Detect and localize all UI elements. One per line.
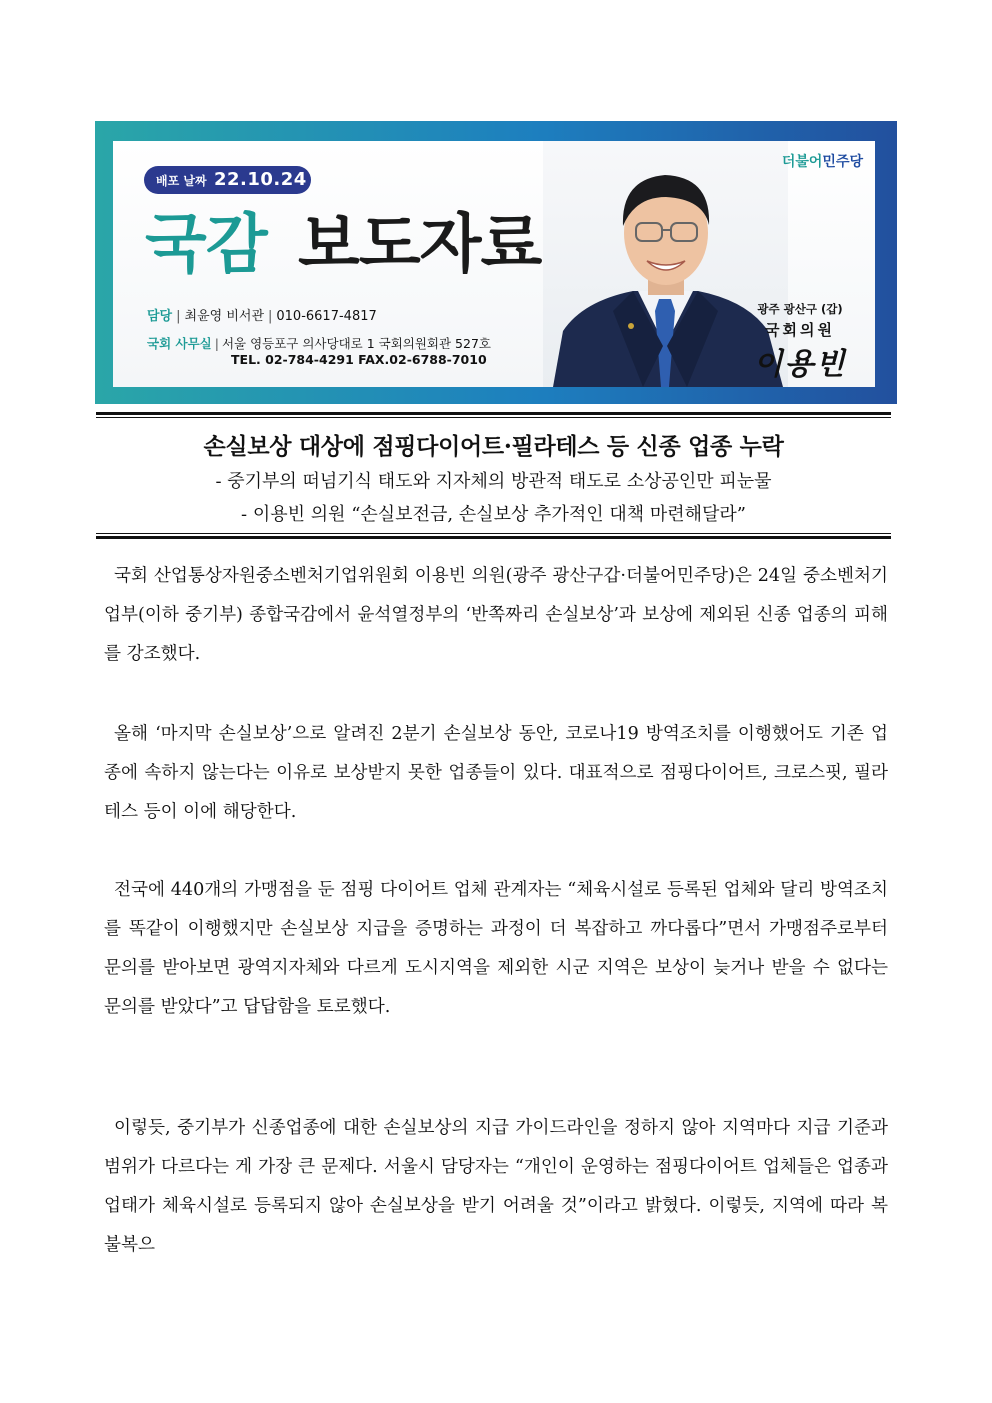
divider: | — [214, 336, 219, 351]
divider: | — [176, 309, 181, 324]
divider — [96, 417, 891, 418]
banner-title-press-release: 보도자료 — [298, 208, 542, 282]
office-address: 서울 영등포구 의사당대로 1 국회의원회관 527호 — [221, 336, 491, 351]
headline: 손실보상 대상에 점핑다이어트·필라테스 등 신종 업종 누락 — [203, 433, 784, 460]
body-paragraph-2: 올해 ‘마지막 손실보상’으로 알려진 2분기 손실보상 동안, 코로나19 방역조치를 이행했어도 기존 업종에 속하지 않는다는 이유로 보상받지 못한 업종들이 있다. 대표적으로 점핑다이어트, 크로스핏, 필라테스 등이 이에 해당한다. — [104, 724, 888, 822]
body-paragraph-3: 전국에 440개의 가맹점을 둔 점핑 다이어트 업체 관계자는 “체육시설로 등록된 업체와 달리 방역조치를 똑같이 이행했지만 손실보상 지급을 증명하는 과정이 더 복잡하고 까다롭다”면서 가맹점주로부터 문의를 받아보면 광역지자체와 다르게 도시지역을 제외한 시군 지역은 보상이 늦거나 받을 수 없다는 문의를 받았다”고 답답함을 토로했다. — [104, 880, 888, 1017]
contact-phone: 010-6617-4817 — [276, 309, 377, 324]
party-name-part2: 민주당 — [822, 154, 863, 170]
office-line — [147, 334, 491, 352]
banner-panel — [113, 141, 875, 387]
release-date-value: 22.10.24 — [214, 169, 307, 190]
office-tel-fax: TEL. 02-784-4291 FAX.02-6788-7010 — [231, 352, 487, 367]
lawmaker-signature: 이용빈 — [753, 347, 847, 382]
contact-key: 담당 — [147, 309, 173, 324]
release-date-badge — [144, 166, 311, 194]
press-release-banner — [95, 121, 897, 404]
divider: | — [268, 309, 273, 324]
district-label: 광주 광산구 (갑) — [757, 302, 843, 316]
divider — [96, 533, 891, 534]
banner-title-audit: 국감 — [145, 208, 267, 282]
subheadline-1: - 중기부의 떠넘기식 태도와 지자체의 방관적 태도로 소상공인만 피눈물 — [215, 471, 772, 492]
contact-line — [147, 305, 377, 324]
release-date-label: 배포 날짜 — [156, 174, 207, 188]
party-logo — [782, 151, 863, 171]
divider — [96, 536, 891, 539]
body-paragraph-1: 국회 산업통상자원중소벤처기업위원회 이용빈 의원(광주 광산구갑·더불어민주당)은 24일 중소벤처기업부(이하 중기부) 종합국감에서 윤석열정부의 ‘반쪽짜리 손실보상’과 보상에 제외된 신종 업종의 피해를 강조했다. — [104, 566, 888, 664]
divider — [96, 412, 891, 415]
body-paragraph-4: 이렇듯, 중기부가 신종업종에 대한 손실보상의 지급 가이드라인을 정하지 않아 지역마다 지급 기준과 범위가 다르다는 게 가장 큰 문제다. 서울시 담당자는 “개인이 운영하는 점핑다이어트 업체들은 업종과 업태가 체육시설로 등록되지 않아 손실보상을 받기 어려울 것”이라고 밝혔다. 이렇듯, 지역에 따라 복불복으 — [104, 1118, 888, 1255]
role-label: 국회의원 — [765, 321, 835, 339]
office-key: 국회 사무실 — [147, 336, 212, 351]
subheadline-2: - 이용빈 의원 “손실보전금, 손실보상 추가적인 대책 마련해달라” — [241, 504, 746, 525]
party-name-part1: 더불어 — [781, 154, 823, 170]
contact-person: 최윤영 비서관 — [184, 309, 264, 324]
